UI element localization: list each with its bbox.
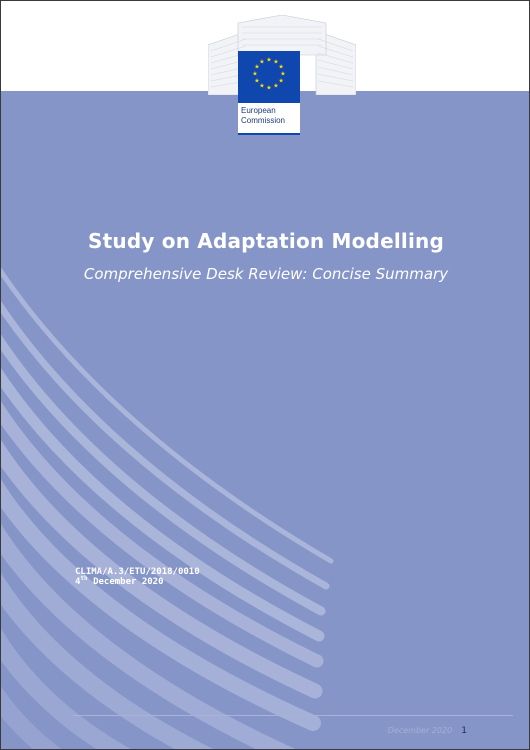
date-day: 4 bbox=[75, 577, 81, 587]
logo-text-line-1: European bbox=[241, 106, 276, 115]
document-title: Study on Adaptation Modelling bbox=[88, 229, 444, 253]
svg-text:★: ★ bbox=[252, 70, 258, 78]
document-reference-block bbox=[75, 567, 200, 587]
contract-reference: CLIMA/A.3/ETU/2018/0010 bbox=[75, 567, 200, 577]
date-day-suffix: th bbox=[80, 575, 88, 582]
footer-date: December 2020 bbox=[387, 726, 453, 735]
european-commission-logo bbox=[208, 15, 356, 123]
svg-text:★: ★ bbox=[254, 63, 260, 71]
eu-stars-icon bbox=[238, 51, 300, 103]
svg-text:★: ★ bbox=[278, 77, 284, 85]
footer-divider bbox=[73, 715, 513, 716]
page-number: 1 bbox=[461, 726, 467, 736]
svg-text:★: ★ bbox=[259, 58, 265, 66]
svg-text:★: ★ bbox=[280, 70, 286, 78]
cover-background bbox=[1, 91, 529, 749]
svg-text:★: ★ bbox=[266, 56, 272, 64]
svg-text:★: ★ bbox=[273, 58, 279, 66]
document-subtitle: Comprehensive Desk Review: Concise Summary bbox=[83, 265, 449, 283]
svg-text:★: ★ bbox=[259, 82, 265, 90]
document-date bbox=[75, 577, 200, 587]
svg-text:★: ★ bbox=[278, 63, 284, 71]
svg-text:★: ★ bbox=[254, 77, 260, 85]
svg-text:★: ★ bbox=[266, 84, 272, 92]
date-month-year: December 2020 bbox=[87, 577, 164, 587]
page-footer bbox=[388, 718, 467, 737]
eu-flag bbox=[238, 51, 300, 103]
curved-lines-decoration bbox=[1, 91, 529, 749]
svg-text:★: ★ bbox=[273, 82, 279, 90]
logo-text-line-2: Commission bbox=[241, 116, 286, 125]
logo-wordmark bbox=[238, 103, 300, 135]
